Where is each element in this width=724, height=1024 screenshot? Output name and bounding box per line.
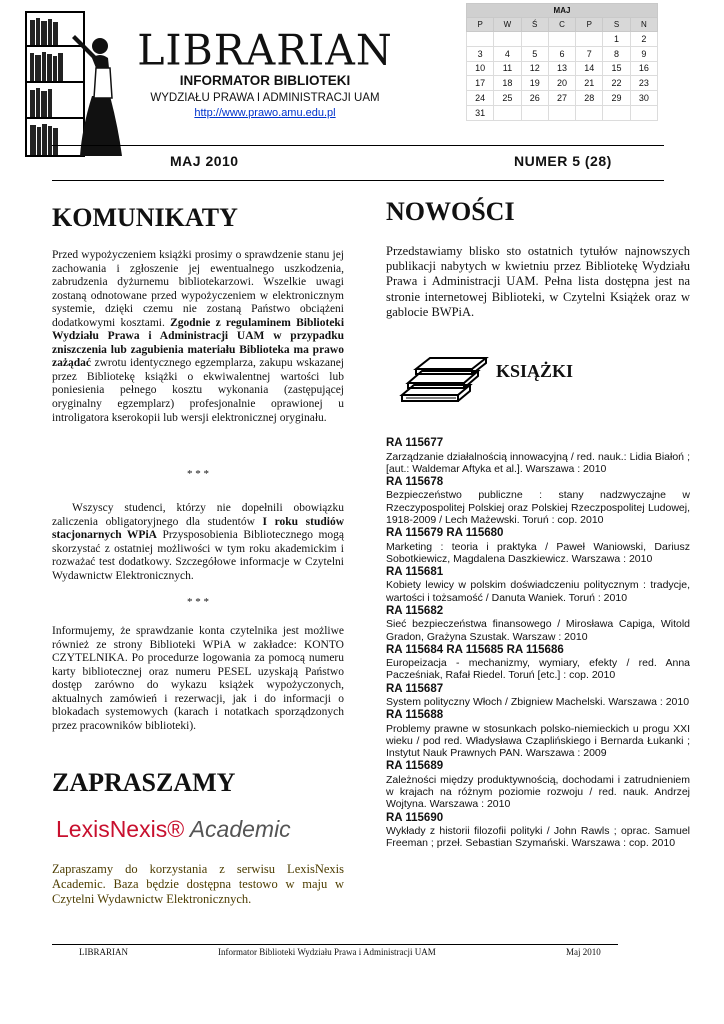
calendar-dow: C <box>548 18 575 32</box>
calendar-day: 24 <box>467 91 494 106</box>
calendar-day <box>548 32 575 47</box>
calendar-dow: P <box>467 18 494 32</box>
website-link[interactable]: http://www.prawo.amu.edu.pl <box>194 107 336 119</box>
books-icon <box>398 355 490 403</box>
paragraph-bold-text: Zgodnie z regulaminem Biblioteki Wydziału Prawa i Administracji UAM w przypadku zniszczenia lub zagubienia materiału Biblioteka ma prawo zażądać <box>52 316 345 370</box>
calendar-day: 4 <box>494 46 521 61</box>
masthead-subtitle: INFORMATOR BIBLIOTEKI <box>179 73 351 88</box>
calendar-day: 9 <box>630 46 657 61</box>
calendar-week <box>467 76 658 91</box>
calendar-day: 28 <box>576 91 603 106</box>
issue-rule <box>52 180 664 181</box>
faculty-name: WYDZIAŁU PRAWA I ADMINISTRACJI UAM <box>150 92 380 104</box>
calendar-dow: Ś <box>521 18 548 32</box>
calendar-day: 23 <box>630 76 657 91</box>
librarian-illustration <box>22 8 126 160</box>
komunikaty-heading: KOMUNIKATY <box>52 203 238 232</box>
calendar-dow: S <box>603 18 630 32</box>
book-description: Bezpieczeństwo publiczne : stany nadzwyczajne w Rzeczypospolitej Polskiej oraz Polskiej Rzeczpospolitej Ludowej, 1918-2009 / Lech Mażewski. Toruń : cop. 2010 <box>386 489 690 526</box>
paragraph-bold-text: I roku studiów stacjonarnych WPiA <box>52 515 344 542</box>
calendar-day: 12 <box>521 61 548 76</box>
book-call-number: RA 115678 <box>386 475 444 488</box>
paragraph-text: Przed wypożyczeniem książki prosimy o sprawdzenie stanu jej zachowania i zgłoszenie jej ewentualnego uszkodzenia, zabrudzenia dyżurnemu bibliotekarzowi. Wszelkie uwagi zostaną odnotowane przed wypożyczeniem w elektronicznym systemie, dzięki czemu nie zostaną Państwo obciążeni dodatkowymi kosztami. <box>52 249 344 329</box>
book-description: Europeizacja - mechanizmy, wymiary, efekty / red. Anna Pacześniak, Rafał Riedel. Toruń [etc.] : cop. 2010 <box>386 657 690 682</box>
book-description: Problemy prawne w stosunkach polsko-niemieckich u progu XXI wieku / pod red. Władysława Czaplińskiego i Bernarda Łukanki ; Instytut Nauk Prawnych PAN. Warszawa : 2009 <box>386 722 690 760</box>
calendar-week <box>467 32 658 47</box>
calendar-day: 8 <box>603 46 630 61</box>
calendar-week <box>467 61 658 76</box>
calendar-day: 1 <box>603 32 630 47</box>
komunikaty-paragraph-2 <box>52 502 344 583</box>
komunikaty-paragraph-3: Informujemy, że sprawdzanie konta czytelnika jest możliwe również ze strony Biblioteki WPiA w zakładce: KONTO CZYTELNIKA. Po procedurze logowania za pomocą numeru karty bibliotecznej oraz numeru PESEL uzyskają Państwo dostęp zarówno do wykazu książek wypożyczonych, aktualnych zamówień i rezerwacji, jak i do informacji o blokadach systemowych (karach i notatkach sporządzonych przez pracowników biblioteki). <box>52 625 344 732</box>
calendar-day <box>494 32 521 47</box>
footer-left: LIBRARIAN <box>79 947 128 957</box>
calendar-month: MAJ <box>467 4 658 18</box>
calendar-day: 3 <box>467 46 494 61</box>
calendar <box>466 3 658 121</box>
nowosci-heading: NOWOŚCI <box>386 197 515 226</box>
zapraszamy-text: Zapraszamy do korzystania z serwisu LexisNexis Academic. Baza będzie dostępna testowo w maju w Czytelni Wydawnictw Elektronicznych. <box>52 862 344 906</box>
calendar-day <box>494 105 521 120</box>
book-description: Zarządzanie działalnością innowacyjną / red. nauk.: Lidia Białoń ; [aut.: Waldemar Aftyka et al.]. Warszawa : 2010 <box>386 450 690 475</box>
calendar-dow: N <box>630 18 657 32</box>
calendar-day: 13 <box>548 61 575 76</box>
calendar-day: 14 <box>576 61 603 76</box>
footer-right: Maj 2010 <box>566 947 601 957</box>
calendar-day <box>630 105 657 120</box>
calendar-day: 5 <box>521 46 548 61</box>
calendar-day <box>548 105 575 120</box>
book-description: Sieć bezpieczeństwa finansowego / Mirosława Capiga, Witold Gradon, Grażyna Szustak. Warszaw : 2010 <box>386 618 690 643</box>
calendar-day: 27 <box>548 91 575 106</box>
calendar-day <box>603 105 630 120</box>
footer-rule <box>52 944 618 945</box>
calendar-week <box>467 91 658 106</box>
book-call-number: RA 115690 <box>386 811 444 824</box>
calendar-week <box>467 105 658 120</box>
paragraph-text: zwrotu identycznego egzemplarza, zakupu wskazanej przez Bibliotekę książki o ekwiwalentnej wartości lub poniesienia pełnego kosztu wykonania (zastępującej oryginalny egzemplarz) profesjonalnie oprawionej u introligatora kserokopii lub wersji elektronicznej oryginału. <box>52 357 345 424</box>
calendar-day <box>576 32 603 47</box>
book-description: System polityczny Włoch / Zbigniew Machelski. Warszawa : 2010 <box>386 696 690 709</box>
issue-number: NUMER 5 (28) <box>514 153 612 169</box>
calendar-day: 18 <box>494 76 521 91</box>
calendar-day: 31 <box>467 105 494 120</box>
book-description: Kobiety lewicy w polskim doświadczeniu politycznym : tradycje, wartości i tożsamość / Danuta Waniek. Toruń : 2010 <box>386 579 690 604</box>
masthead-title: LIBRARIAN <box>137 25 393 75</box>
book-call-number: RA 115689 <box>386 760 444 773</box>
book-description: Wykłady z historii filozofii polityki / John Rawls ; oprac. Samuel Freeman ; przeł. Sebastian Szymański. Warszawa : cop. 2010 <box>386 825 690 850</box>
ksiazki-heading: KSIĄŻKI <box>496 361 574 381</box>
book-call-number: RA 115684 RA 115685 RA 115686 <box>386 643 564 656</box>
calendar-day: 25 <box>494 91 521 106</box>
calendar-day <box>576 105 603 120</box>
separator: * * * <box>187 596 209 608</box>
paragraph-text: Wszyscy studenci, którzy nie dopełnili obowiązku zaliczenia obligatoryjnego dla studentów <box>52 502 344 528</box>
calendar-day <box>521 105 548 120</box>
issue-date: MAJ 2010 <box>170 153 239 169</box>
calendar-week <box>467 46 658 61</box>
calendar-day: 11 <box>494 61 521 76</box>
calendar-day: 29 <box>603 91 630 106</box>
footer-center: Informator Biblioteki Wydziału Prawa i Administracji UAM <box>218 947 436 957</box>
nowosci-intro: Przedstawiamy blisko sto ostatnich tytułów najnowszych publikacji nabytych w kwietniu przez Bibliotekę Wydziału Prawa i Administracji UAM. Pełna lista dostępna jest na stronie internetowej Biblioteki, w Czytelni Książek oraz w gablocie BWPiA. <box>386 244 690 319</box>
calendar-dow: P <box>576 18 603 32</box>
calendar-day: 19 <box>521 76 548 91</box>
calendar-day: 15 <box>603 61 630 76</box>
calendar-day: 2 <box>630 32 657 47</box>
calendar-day <box>467 32 494 47</box>
lexisnexis-logo[interactable]: LexisNexis® Academic <box>56 816 291 842</box>
calendar-day: 30 <box>630 91 657 106</box>
header-rule <box>52 145 664 146</box>
separator: * * * <box>187 468 209 480</box>
calendar-day: 17 <box>467 76 494 91</box>
book-call-number: RA 115679 RA 115680 <box>386 527 504 540</box>
calendar-days <box>467 32 658 121</box>
calendar-day: 16 <box>630 61 657 76</box>
calendar-day: 20 <box>548 76 575 91</box>
calendar-dow: W <box>494 18 521 32</box>
zapraszamy-heading: ZAPRASZAMY <box>52 768 236 797</box>
book-description: Zależności między produktywnością, dochodami i zatrudnieniem w krajach na różnym poziomie rozwoju / red. nauk. Andrzej Wojtyna. Warszawa : 2010 <box>386 773 690 811</box>
book-call-number: RA 115682 <box>386 604 444 617</box>
calendar-day: 10 <box>467 61 494 76</box>
book-call-number: RA 115687 <box>386 682 444 695</box>
book-call-number: RA 115688 <box>386 709 444 722</box>
new-books-list <box>386 437 690 850</box>
komunikaty-paragraph-1 <box>52 249 344 425</box>
book-call-number: RA 115681 <box>386 565 444 578</box>
book-description: Marketing : teoria i praktyka / Paweł Waniowski, Dariusz Sobotkiewicz, Magdalena Daszkiewicz. Warszawa : 2010 <box>386 540 690 565</box>
paragraph-text: Przysposobienia Bibliotecznego mogą skorzystać z ostatniej możliwości w tym roku akademickim i rozważać test dodatkowy. Szczegółowe informacje w Czytelni Wydawnictw Elektronicznych. <box>52 529 344 582</box>
calendar-day: 22 <box>603 76 630 91</box>
calendar-day <box>521 32 548 47</box>
calendar-day: 7 <box>576 46 603 61</box>
calendar-day: 6 <box>548 46 575 61</box>
calendar-day: 21 <box>576 76 603 91</box>
calendar-day: 26 <box>521 91 548 106</box>
book-call-number: RA 115677 <box>386 437 444 449</box>
